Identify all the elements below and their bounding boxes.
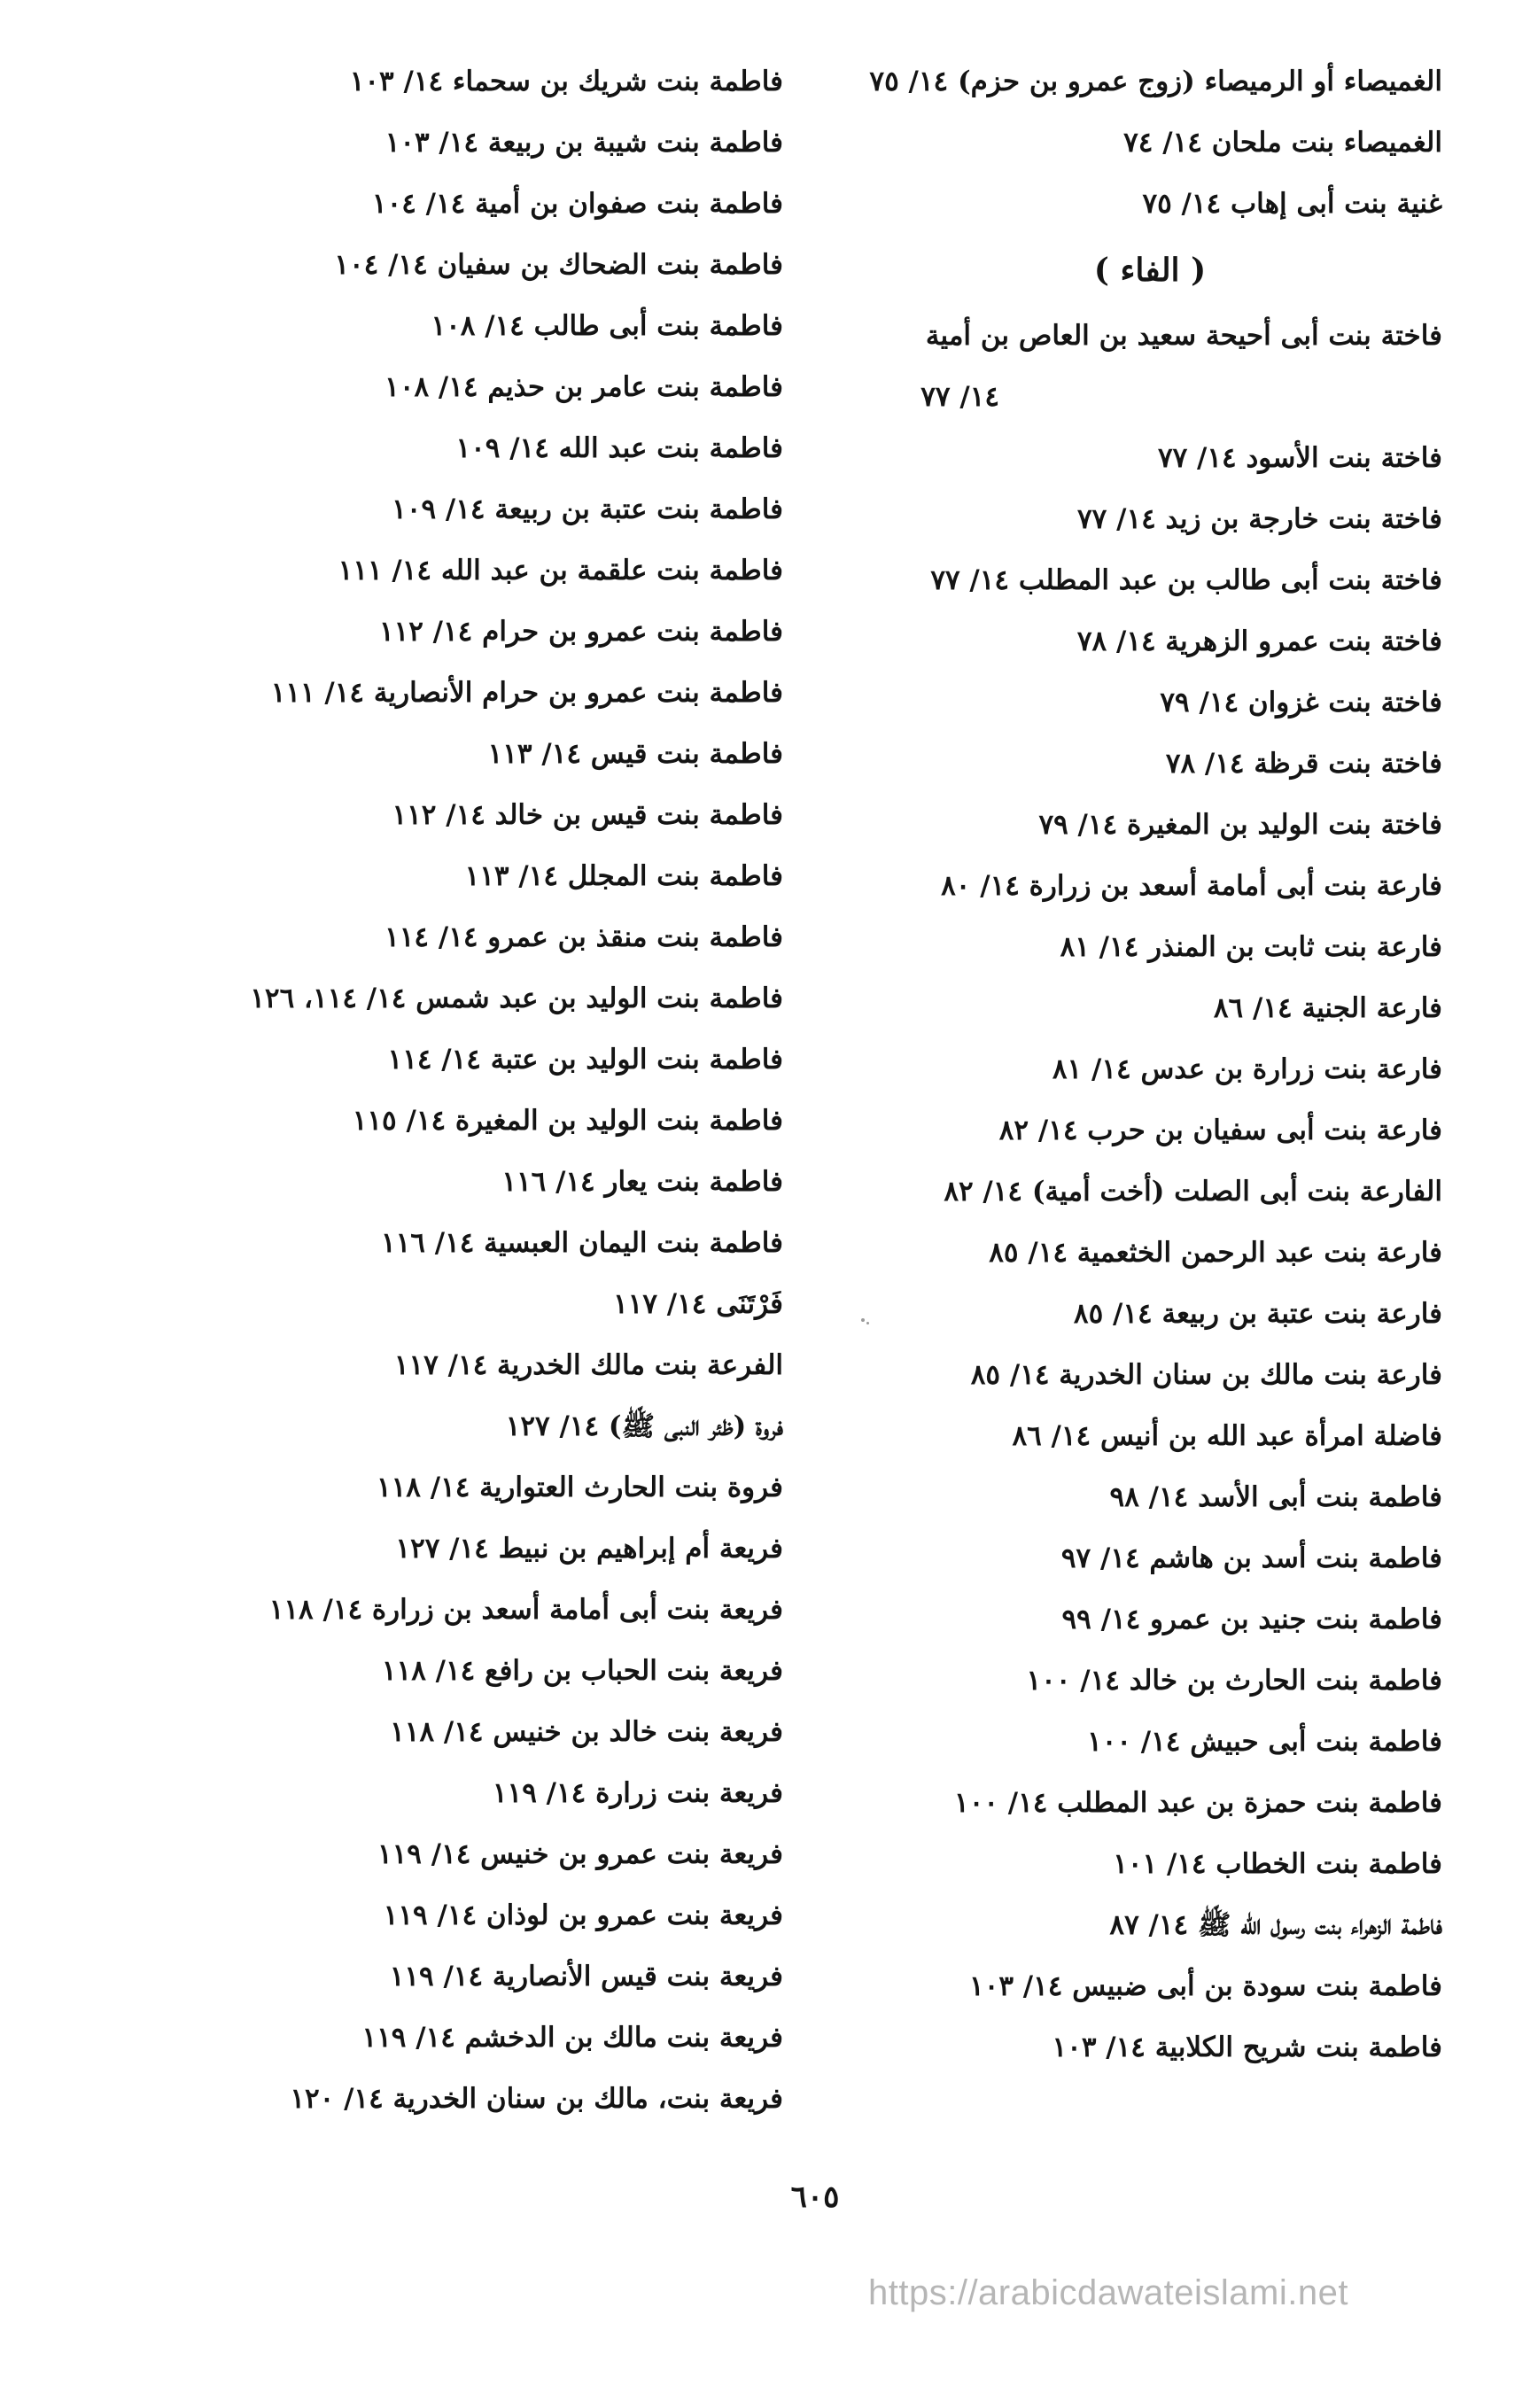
index-entry: فاطمة بنت منقذ بن عمرو ١٤/ ١١٤ <box>384 921 783 953</box>
index-entry: فريعة بنت، مالك بن سنان الخدرية ١٤/ ١٢٠ <box>290 2083 783 2115</box>
index-entry: فاطمة بنت شيبة بن ربيعة ١٤/ ١٠٣ <box>384 127 783 159</box>
index-entry: فاطمة بنت الضحاك بن سفيان ١٤/ ١٠٤ <box>334 249 783 281</box>
index-entry: فاطمة بنت الوليد بن عتبة ١٤/ ١١٤ <box>387 1044 783 1076</box>
index-entry: فاطمة بنت حمزة بن عبد المطلب ١٤/ ١٠٠ <box>954 1787 1442 1819</box>
index-entry: فاطمة بنت جنيد بن عمرو ١٤/ ٩٩ <box>1061 1604 1442 1635</box>
index-entry: فاضلة امرأة عبد الله بن أنيس ١٤/ ٨٦ <box>1012 1420 1442 1452</box>
scan-speck <box>861 1318 865 1322</box>
index-entry: فارعة بنت عتبة بن ربيعة ١٤/ ٨٥ <box>1073 1298 1442 1330</box>
index-entry: فاطمة بنت شريح الكلابية ١٤/ ١٠٣ <box>1052 2031 1442 2063</box>
index-entry: فريعة أم إبراهيم بن نبيط ١٤/ ١٢٧ <box>395 1533 783 1565</box>
index-entry: فارعة بنت ثابت بن المنذر ١٤/ ٨١ <box>1060 931 1442 963</box>
index-entry: فاطمة بنت علقمة بن عبد الله ١٤/ ١١١ <box>338 555 783 586</box>
index-entry: فروة بنت الحارث العتوارية ١٤/ ١١٨ <box>377 1472 783 1503</box>
index-entry: فاطمة بنت عمرو بن حرام الأنصارية ١٤/ ١١١ <box>270 677 783 709</box>
index-entry: فاطمة الزهراء بنت رسول الله ﷺ ١٤/ ٨٧ <box>1109 1909 1442 1941</box>
index-entry: فريعة بنت عمرو بن خنيس ١٤/ ١١٩ <box>377 1838 783 1870</box>
index-column-left <box>163 51 783 2130</box>
index-entry: فاطمة بنت أبى حبيش ١٤/ ١٠٠ <box>1087 1726 1442 1758</box>
scan-speck <box>866 1322 869 1324</box>
index-entry: فاختة بنت غزوان ١٤/ ٧٩ <box>1160 687 1442 719</box>
index-entry: فارعة بنت أبى سفيان بن حرب ١٤/ ٨٢ <box>998 1115 1442 1146</box>
index-entry-continuation: ١٤/ ٧٧ <box>920 381 999 413</box>
index-entry: فريعة بنت عمرو بن لوذان ١٤/ ١١٩ <box>383 1899 783 1931</box>
index-entry: فاطمة بنت أسد بن هاشم ١٤/ ٩٧ <box>1060 1542 1442 1574</box>
index-entry: فارعة بنت أبى أمامة أسعد بن زرارة ١٤/ ٨٠ <box>941 870 1442 902</box>
index-entry: فَرْتَنَى ١٤/ ١١٧ <box>613 1288 783 1320</box>
index-entry: الفارعة بنت أبى الصلت (أخت أمية) ١٤/ ٨٢ <box>944 1176 1442 1208</box>
index-entry: فريعة بنت مالك بن الدخشم ١٤/ ١١٩ <box>361 2022 783 2054</box>
index-entry: فاطمة بنت سودة بن أبى ضبيس ١٤/ ١٠٣ <box>969 1970 1442 2002</box>
index-entry: فريعة بنت أبى أمامة أسعد بن زرارة ١٤/ ١١٨ <box>268 1594 783 1626</box>
index-entry: الغميصاء أو الرميصاء (زوج عمرو بن حزم) ١٤/ ٧٥ <box>869 66 1442 97</box>
index-entry: الفرعة بنت مالك الخدرية ١٤/ ١١٧ <box>393 1349 783 1381</box>
watermark-url[interactable]: https://arabicdawateislami.net <box>868 2273 1348 2312</box>
index-entry: فاطمة بنت المجلل ١٤/ ١١٣ <box>464 860 783 892</box>
index-entry: فريعة بنت الحباب بن رافع ١٤/ ١١٨ <box>381 1655 783 1687</box>
index-entry: فارعة بنت عبد الرحمن الخثعمية ١٤/ ٨٥ <box>989 1237 1442 1269</box>
index-entry: فاطمة بنت الخطاب ١٤/ ١٠١ <box>1113 1848 1442 1880</box>
index-entry: فاطمة بنت أبى طالب ١٤/ ١٠٨ <box>431 310 783 342</box>
index-entry: فاطمة بنت اليمان العبسية ١٤/ ١١٦ <box>380 1227 783 1259</box>
index-entry: فاختة بنت خارجة بن زيد ١٤/ ٧٧ <box>1077 503 1442 535</box>
index-entry: فاختة بنت عمرو الزهرية ١٤/ ٧٨ <box>1076 625 1442 657</box>
index-entry: فاطمة بنت صفوان بن أمية ١٤/ ١٠٤ <box>371 188 783 220</box>
index-entry: فارعة بنت مالك بن سنان الخدرية ١٤/ ٨٥ <box>970 1359 1442 1391</box>
index-entry: فاطمة بنت الوليد بن المغيرة ١٤/ ١١٥ <box>352 1105 783 1137</box>
section-heading: ( الفاء ) <box>1093 252 1207 289</box>
index-entry: فروة (ظئر النبى ﷺ) ١٤/ ١٢٧ <box>505 1410 783 1442</box>
index-entry: فاطمة بنت الوليد بن عبد شمس ١٤/ ١١٤، ١٢٦ <box>250 983 783 1014</box>
index-entry: فريعة بنت زرارة ١٤/ ١١٩ <box>492 1777 783 1809</box>
page-number: ٦٠٥ <box>790 2179 840 2215</box>
index-entry: فاختة بنت الأسود ١٤/ ٧٧ <box>1157 442 1442 474</box>
index-entry: فاطمة بنت قيس بن خالد ١٤/ ١١٢ <box>392 799 783 831</box>
index-entry: فاختة بنت أبى أحيحة سعيد بن العاص بن أمية <box>925 320 1442 352</box>
index-entry: فاطمة بنت قيس ١٤/ ١١٣ <box>487 738 783 770</box>
index-entry: فريعة بنت قيس الأنصارية ١٤/ ١١٩ <box>389 1961 783 1992</box>
index-entry: فاطمة بنت عبد الله ١٤/ ١٠٩ <box>455 432 783 464</box>
index-entry: فارعة بنت زرارة بن عدس ١٤/ ٨١ <box>1052 1053 1442 1085</box>
index-entry: فاختة بنت قرظة ١٤/ ٧٨ <box>1165 748 1442 780</box>
index-entry: فاطمة بنت عتبة بن ربيعة ١٤/ ١٠٩ <box>392 493 783 525</box>
index-entry: غنية بنت أبى إهاب ١٤/ ٧٥ <box>1142 188 1442 220</box>
index-entry: فاختة بنت الوليد بن المغيرة ١٤/ ٧٩ <box>1038 809 1442 841</box>
index-entry: فاطمة بنت شريك بن سحماء ١٤/ ١٠٣ <box>349 66 783 97</box>
index-entry: فاطمة بنت يعار ١٤/ ١١٦ <box>501 1166 783 1198</box>
index-entry: فاطمة بنت عامر بن حذيم ١٤/ ١٠٨ <box>384 371 783 403</box>
index-entry: فاطمة بنت عمرو بن حرام ١٤/ ١١٢ <box>378 616 783 648</box>
index-entry: فاطمة بنت الحارث بن خالد ١٤/ ١٠٠ <box>1026 1665 1442 1697</box>
index-column-right <box>804 51 1442 2078</box>
index-entry: فاطمة بنت أبى الأسد ١٤/ ٩٨ <box>1109 1481 1442 1513</box>
index-entry: فريعة بنت خالد بن خنيس ١٤/ ١١٨ <box>390 1716 783 1748</box>
index-entry: فاختة بنت أبى طالب بن عبد المطلب ١٤/ ٧٧ <box>930 564 1442 596</box>
index-entry: الغميصاء بنت ملحان ١٤/ ٧٤ <box>1123 127 1442 159</box>
index-entry: فارعة الجنية ١٤/ ٨٦ <box>1213 992 1442 1024</box>
